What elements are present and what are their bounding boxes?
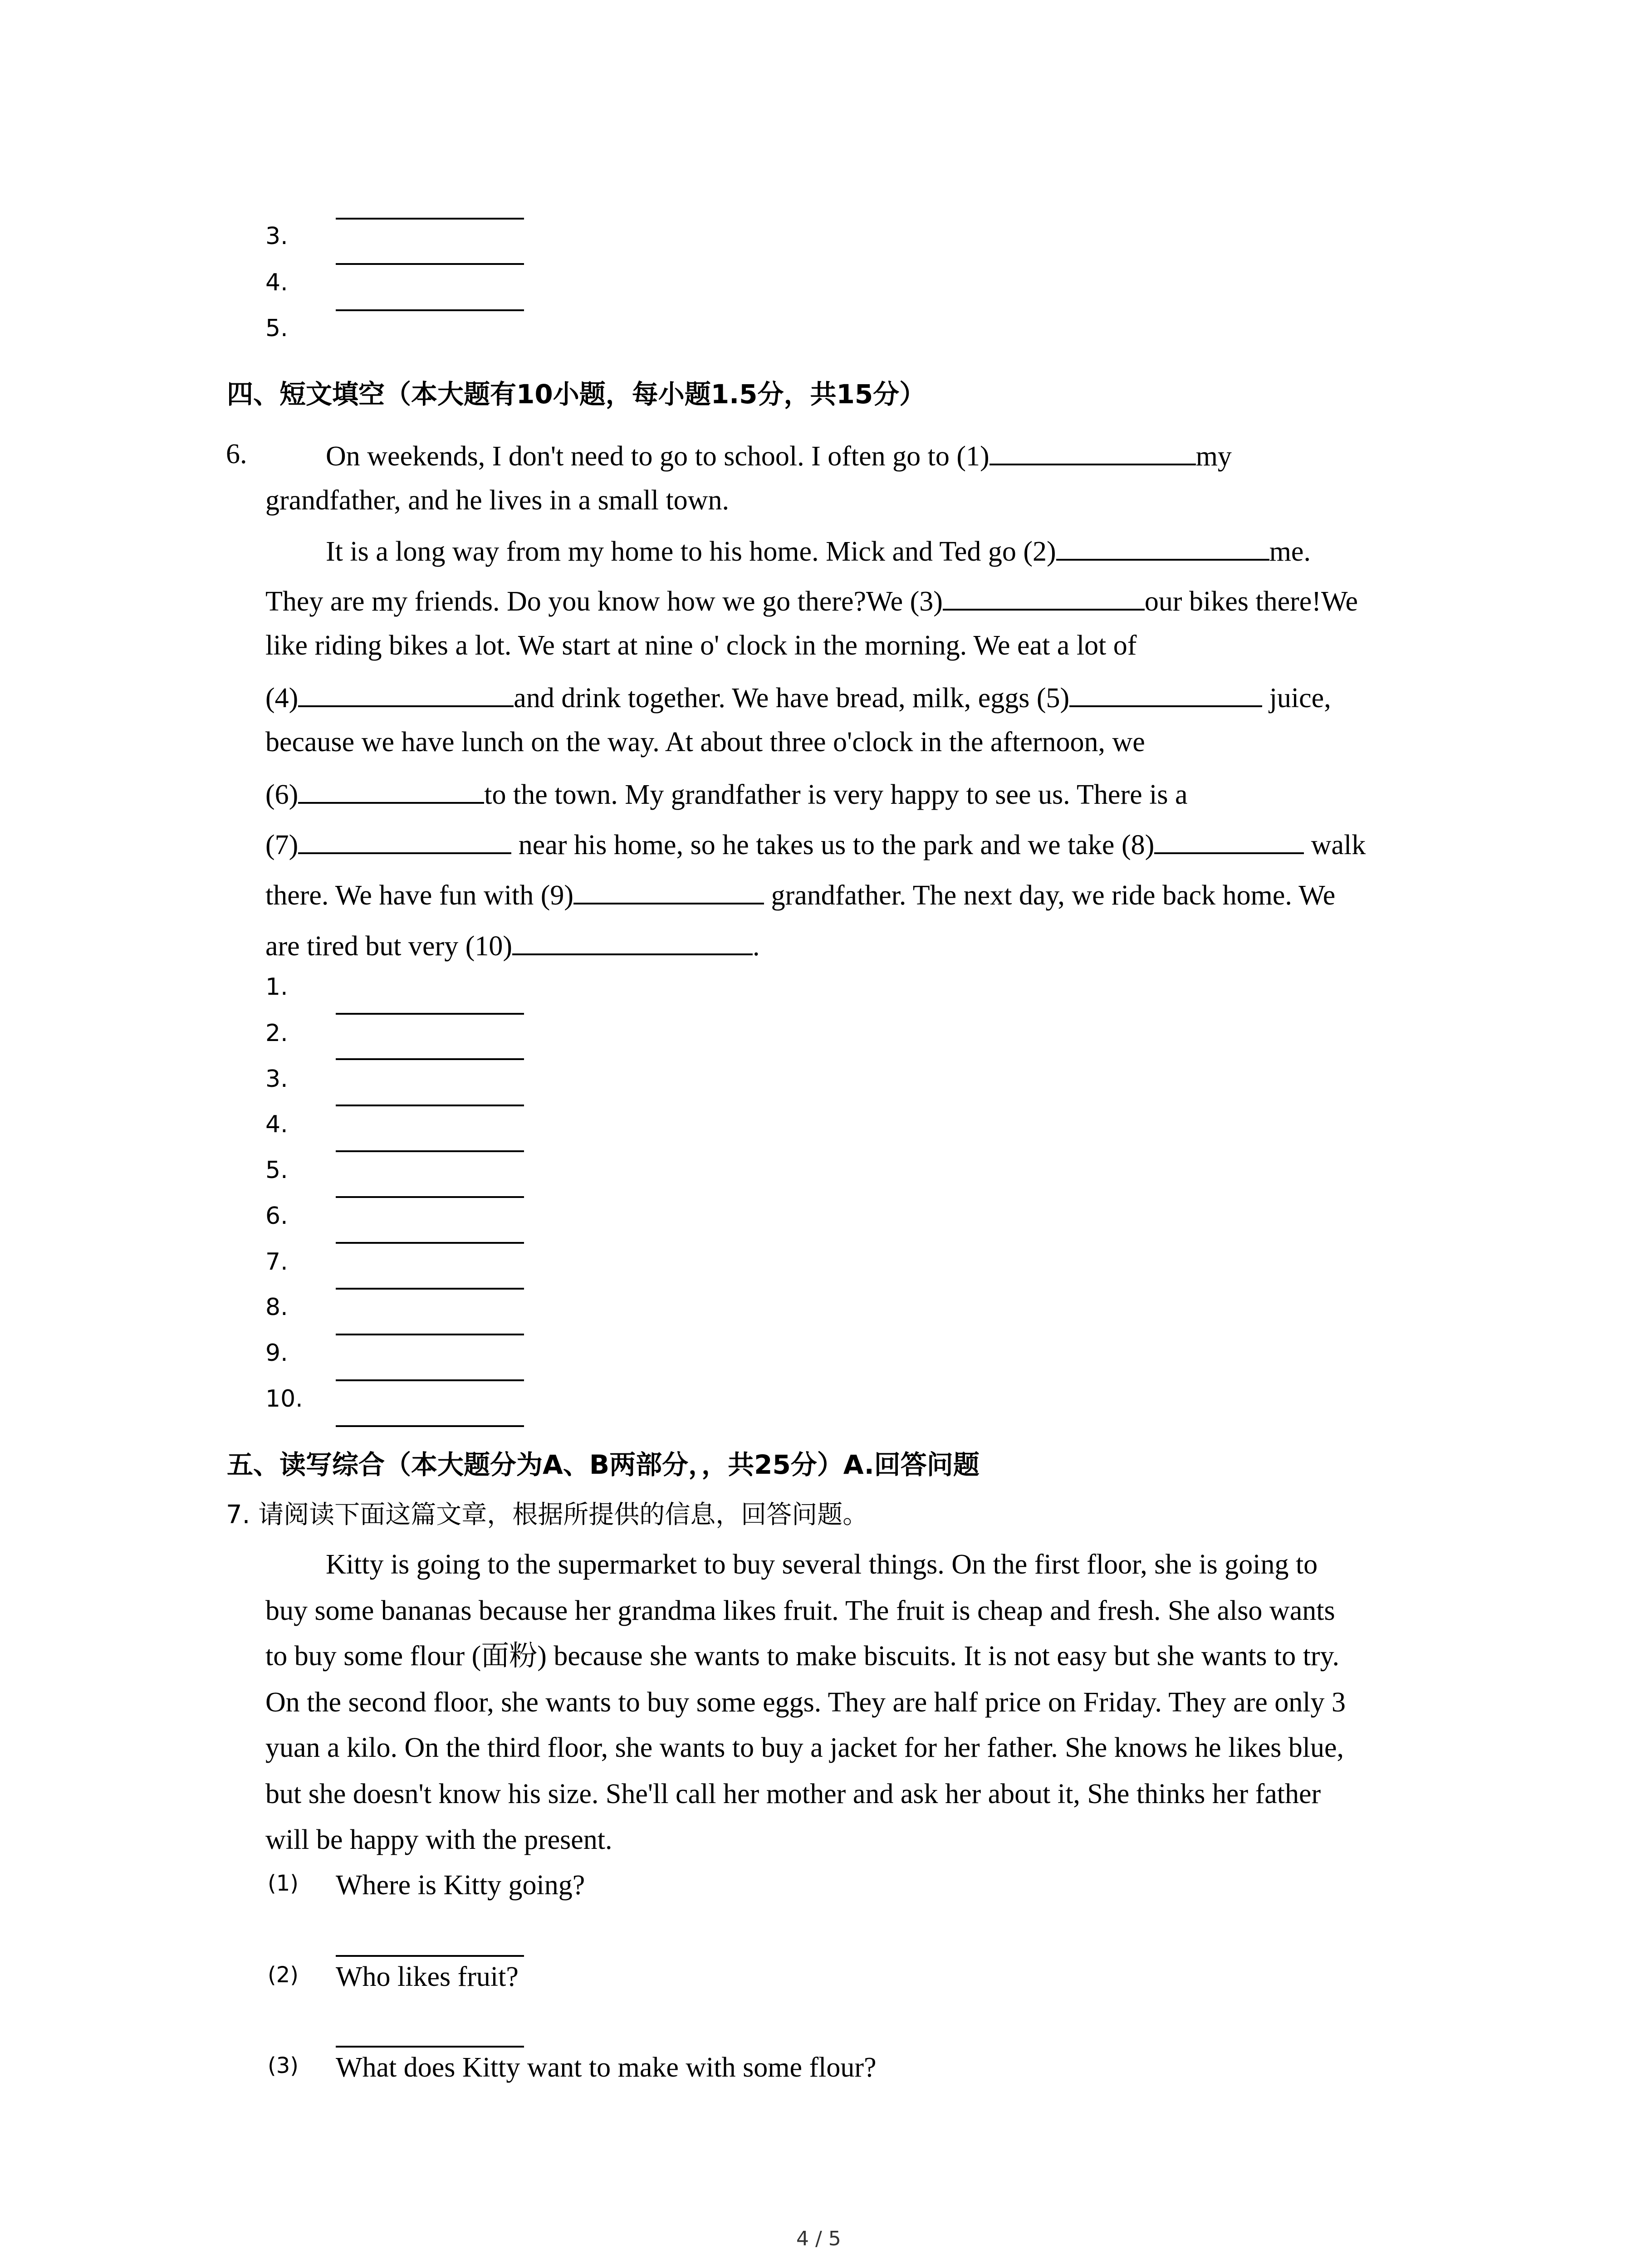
passage-line: to buy some flour (面粉) because she wants to make biscuits. It is not easy but she wants to try. [265, 1641, 1340, 1672]
answer-line[interactable] [336, 1150, 524, 1152]
answer-line[interactable] [336, 1379, 524, 1381]
passage-line: (6) to the town. My grandfather is very happy to see us. There is a [265, 779, 1188, 810]
answer-line[interactable] [336, 1058, 524, 1060]
answer-line[interactable] [336, 1013, 524, 1015]
answer-number: 10. [265, 1385, 303, 1413]
answer-line[interactable] [336, 2046, 524, 2048]
answer-number: 5. [265, 1157, 288, 1184]
answer-line[interactable] [336, 1242, 524, 1244]
passage-line: They are my friends. Do you know how we go there?We (3) our bikes there!We [265, 586, 1358, 617]
question-instruction: 7. 请阅读下面这篇文章，根据所提供的信息，回答问题。 [226, 1500, 868, 1530]
answer-number: 4. [265, 269, 288, 296]
blank-5[interactable] [1069, 682, 1262, 707]
passage-line: there. We have fun with (9) grandfather. The next day, we ride back home. We [265, 880, 1336, 911]
passage-line: (4) and drink together. We have bread, milk, eggs (5) juice, [265, 683, 1331, 714]
answer-line[interactable] [336, 1334, 524, 1335]
blank-8[interactable] [1154, 829, 1304, 854]
passage-line: (7) near his home, so he takes us to the park and we take (8) walk [265, 830, 1366, 860]
passage-line: will be happy with the present. [265, 1824, 612, 1855]
answer-number: 1. [265, 973, 288, 1001]
answer-line[interactable] [336, 218, 524, 220]
blank-1[interactable] [989, 440, 1196, 465]
passage-line: yuan a kilo. On the third floor, she wants to buy a jacket for her father. She knows he likes blue, [265, 1732, 1344, 1763]
passage-line: On weekends, I don't need to go to school. I often go to (1) my [326, 441, 1232, 472]
answer-number: 8. [265, 1294, 288, 1321]
passage-line: On the second floor, she wants to buy some eggs. They are half price on Friday. They are only 3 [265, 1687, 1346, 1718]
answer-line[interactable] [336, 1288, 524, 1290]
section5-heading: 五、读写综合（本大题分为A、B两部分，，共25分）A.回答问题 [227, 1449, 980, 1480]
blank-9[interactable] [573, 879, 764, 904]
passage-line: but she doesn't know his size. She'll call her mother and ask her about it, She thinks her father [265, 1779, 1321, 1809]
answer-number: 9. [265, 1339, 288, 1367]
answer-number: 7. [265, 1248, 288, 1276]
sub-question-number: (1) [268, 1871, 299, 1896]
answer-number: 3. [265, 1066, 288, 1093]
answer-number: 4. [265, 1111, 288, 1138]
answer-number: 2. [265, 1020, 288, 1047]
sub-question-text: Where is Kitty going? [336, 1870, 585, 1901]
answer-number: 5. [265, 315, 288, 342]
blank-2[interactable] [1056, 535, 1269, 561]
section4-heading: 四、短文填空（本大题有10小题，每小题1.5分，共15分） [227, 379, 926, 410]
blank-6[interactable] [298, 778, 484, 804]
passage-line: buy some bananas because her grandma likes fruit. The fruit is cheap and fresh. She also wants [265, 1595, 1335, 1626]
passage-line: grandfather, and he lives in a small town. [265, 485, 729, 516]
answer-line[interactable] [336, 1196, 524, 1198]
passage-line: like riding bikes a lot. We start at nine o' clock in the morning. We eat a lot of [265, 630, 1137, 661]
answer-line[interactable] [336, 1105, 524, 1106]
blank-10[interactable] [512, 930, 753, 955]
passage-line: because we have lunch on the way. At about three o'clock in the afternoon, we [265, 727, 1145, 758]
blank-7[interactable] [298, 829, 511, 854]
blank-4[interactable] [298, 682, 514, 707]
answer-line[interactable] [336, 1955, 524, 1957]
answer-line[interactable] [336, 309, 524, 311]
sub-question-text: What does Kitty want to make with some flour? [336, 2052, 877, 2083]
sub-question-number: (3) [268, 2053, 299, 2078]
sub-question-text: Who likes fruit? [336, 1961, 519, 1992]
question-number: 6. [226, 439, 247, 469]
answer-number: 6. [265, 1202, 288, 1230]
passage-line: Kitty is going to the supermarket to buy several things. On the first floor, she is going to [326, 1549, 1318, 1580]
sub-question-number: (2) [268, 1962, 299, 1988]
answer-line[interactable] [336, 1425, 524, 1427]
blank-3[interactable] [943, 585, 1145, 611]
answer-number: 3. [265, 223, 288, 250]
passage-line: are tired but very (10) . [265, 931, 760, 962]
page-number: 4 / 5 [796, 2227, 841, 2250]
answer-line[interactable] [336, 263, 524, 265]
passage-line: It is a long way from my home to his home. Mick and Ted go (2) me. [326, 536, 1311, 567]
